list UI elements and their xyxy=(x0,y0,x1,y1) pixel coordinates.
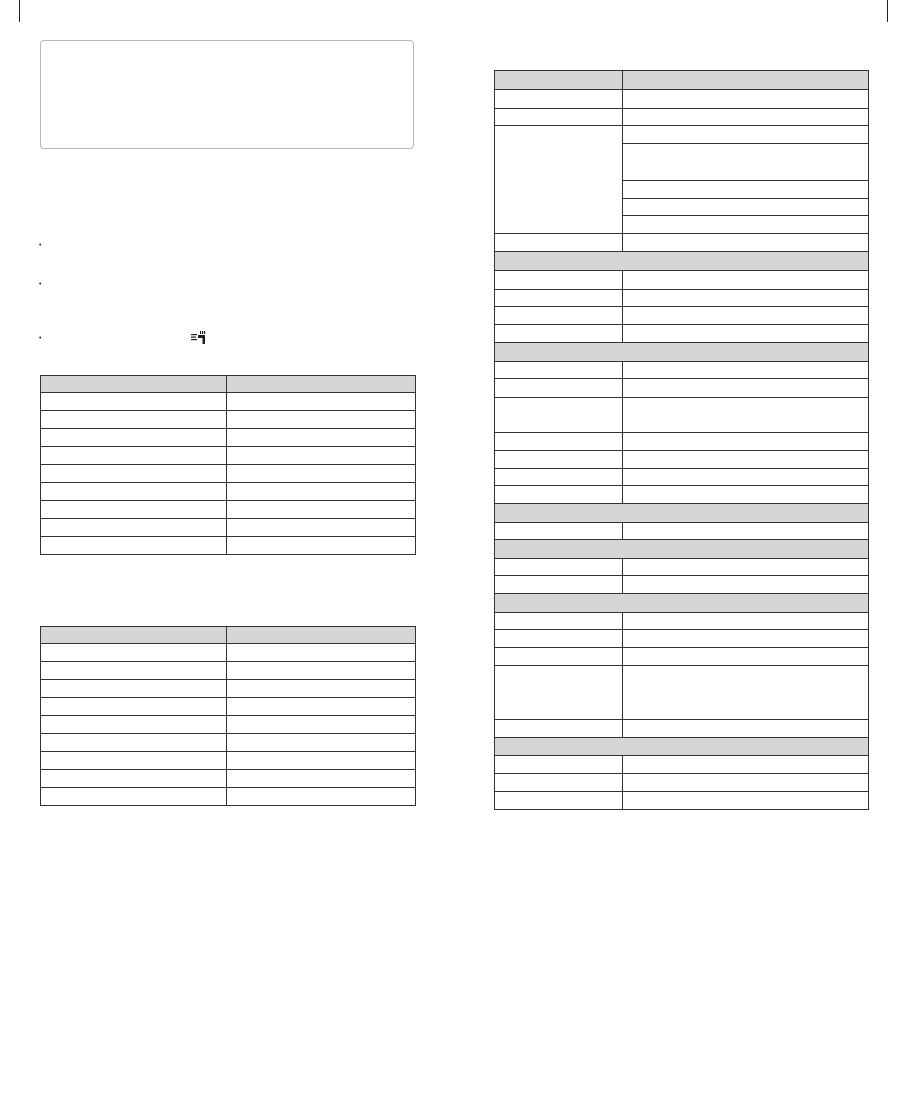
table-row xyxy=(495,666,869,720)
note-box xyxy=(40,40,414,149)
table-cell xyxy=(623,181,869,199)
table-section-row xyxy=(495,594,869,613)
table-row xyxy=(41,537,416,555)
table-section-header xyxy=(495,540,869,559)
table-row xyxy=(495,486,869,504)
table-cell xyxy=(623,325,869,343)
table-cell xyxy=(227,411,416,429)
table-header-cell xyxy=(227,376,416,393)
table-row xyxy=(41,644,416,662)
table-section-row xyxy=(495,738,869,756)
table-cell xyxy=(623,234,869,252)
table-row xyxy=(495,379,869,398)
table-cell xyxy=(41,788,227,806)
table-row xyxy=(495,792,869,810)
table-cell xyxy=(495,290,623,307)
table-cell xyxy=(495,792,623,810)
table-row xyxy=(41,752,416,770)
table-row xyxy=(495,720,869,738)
table-cell xyxy=(623,559,869,576)
table-section-row xyxy=(495,252,869,271)
table-header-row xyxy=(41,376,416,393)
table-cell xyxy=(623,523,869,540)
table-row xyxy=(495,126,869,144)
table-cell xyxy=(623,613,869,630)
table-cell xyxy=(623,630,869,648)
table-cell xyxy=(41,662,227,680)
table-cell xyxy=(495,234,623,252)
table-row xyxy=(41,519,416,537)
table-cell xyxy=(495,271,623,290)
table-cell xyxy=(41,501,227,519)
table-cell xyxy=(41,465,227,483)
table-section-header xyxy=(495,738,869,756)
bullet-marker: • xyxy=(39,335,42,342)
spec-table-c xyxy=(494,70,869,810)
table-cell xyxy=(227,680,416,698)
table-cell xyxy=(227,447,416,465)
table-row xyxy=(495,469,869,486)
table-cell xyxy=(227,716,416,734)
table-cell xyxy=(227,429,416,447)
table-header-cell xyxy=(623,71,869,90)
table-row xyxy=(495,307,869,325)
table-row xyxy=(41,716,416,734)
table-cell xyxy=(623,433,869,451)
table-section-row xyxy=(495,343,869,362)
table-row xyxy=(41,429,416,447)
table-row xyxy=(495,325,869,343)
table-cell xyxy=(495,756,623,774)
rain-shower-icon xyxy=(191,331,207,344)
table-row xyxy=(495,523,869,540)
table-cell xyxy=(41,644,227,662)
table-cell xyxy=(495,325,623,343)
table-row xyxy=(41,411,416,429)
table-cell xyxy=(227,465,416,483)
table-cell xyxy=(623,362,869,379)
table-cell xyxy=(227,734,416,752)
table-row xyxy=(41,734,416,752)
crop-mark-left xyxy=(19,0,20,22)
table-row xyxy=(495,398,869,433)
table-row xyxy=(495,90,869,109)
table-row xyxy=(495,271,869,290)
table-cell xyxy=(41,447,227,465)
table-cell xyxy=(623,469,869,486)
table-cell xyxy=(495,307,623,325)
table-row xyxy=(495,559,869,576)
table-row xyxy=(41,483,416,501)
table-row xyxy=(495,109,869,126)
table-row xyxy=(495,433,869,451)
table-row xyxy=(495,613,869,630)
table-cell xyxy=(495,433,623,451)
table-cell xyxy=(623,648,869,666)
bullet-marker: • xyxy=(39,281,42,288)
table-cell xyxy=(623,398,869,433)
table-row xyxy=(495,362,869,379)
spec-table-b xyxy=(40,626,416,806)
table-row xyxy=(495,648,869,666)
table-row xyxy=(495,451,869,469)
table-cell xyxy=(227,698,416,716)
table-row xyxy=(41,662,416,680)
table-cell xyxy=(623,90,869,109)
table-header-cell xyxy=(495,71,623,90)
table-row xyxy=(41,680,416,698)
table-cell xyxy=(623,666,869,720)
table-cell xyxy=(623,199,869,216)
table-cell xyxy=(41,734,227,752)
table-cell xyxy=(227,483,416,501)
table-cell xyxy=(227,752,416,770)
table-cell xyxy=(495,451,623,469)
table-cell xyxy=(227,788,416,806)
table-cell xyxy=(227,770,416,788)
table-row xyxy=(495,234,869,252)
table-cell xyxy=(623,792,869,810)
table-cell xyxy=(495,90,623,109)
table-row xyxy=(41,770,416,788)
table-cell xyxy=(623,486,869,504)
table-cell xyxy=(623,290,869,307)
table-cell xyxy=(41,716,227,734)
table-cell xyxy=(495,666,623,720)
table-cell xyxy=(623,109,869,126)
table-row xyxy=(495,756,869,774)
table-cell xyxy=(623,756,869,774)
table-row xyxy=(41,393,416,411)
table-cell xyxy=(495,109,623,126)
table-section-row xyxy=(495,504,869,523)
table-section-header xyxy=(495,504,869,523)
table-section-header xyxy=(495,343,869,362)
table-section-row xyxy=(495,540,869,559)
table-cell xyxy=(623,271,869,290)
table-cell xyxy=(623,307,869,325)
table-cell xyxy=(623,774,869,792)
table-section-header xyxy=(495,594,869,613)
table-cell xyxy=(495,630,623,648)
crop-mark-right xyxy=(887,0,888,22)
table-row xyxy=(41,501,416,519)
table-section-header xyxy=(495,252,869,271)
table-cell xyxy=(41,429,227,447)
table-cell xyxy=(623,576,869,594)
table-cell xyxy=(41,752,227,770)
table-row xyxy=(41,788,416,806)
table-row xyxy=(495,576,869,594)
table-row xyxy=(495,630,869,648)
table-cell xyxy=(227,501,416,519)
table-cell xyxy=(623,720,869,738)
table-cell xyxy=(495,469,623,486)
table-row xyxy=(41,698,416,716)
table-row xyxy=(41,465,416,483)
table-cell xyxy=(41,483,227,501)
table-cell xyxy=(41,411,227,429)
table-cell xyxy=(41,537,227,555)
table-cell xyxy=(41,393,227,411)
table-cell xyxy=(41,519,227,537)
table-row xyxy=(495,290,869,307)
table-header-cell xyxy=(41,627,227,644)
table-row xyxy=(41,447,416,465)
table-cell xyxy=(623,126,869,144)
table-cell xyxy=(495,362,623,379)
table-cell xyxy=(623,451,869,469)
table-cell xyxy=(227,393,416,411)
table-cell xyxy=(623,379,869,398)
table-cell xyxy=(227,644,416,662)
table-cell xyxy=(495,648,623,666)
table-cell xyxy=(41,680,227,698)
table-cell xyxy=(495,774,623,792)
table-cell xyxy=(495,576,623,594)
table-cell xyxy=(495,379,623,398)
table-cell xyxy=(495,486,623,504)
table-cell xyxy=(495,720,623,738)
table-header-row xyxy=(41,627,416,644)
table-cell xyxy=(227,662,416,680)
table-cell xyxy=(623,144,869,181)
table-cell xyxy=(495,613,623,630)
bullet-marker: • xyxy=(39,242,42,249)
table-header-cell xyxy=(41,376,227,393)
table-cell xyxy=(227,519,416,537)
table-cell xyxy=(623,216,869,234)
table-cell xyxy=(495,559,623,576)
table-cell xyxy=(495,126,623,234)
table-cell xyxy=(495,523,623,540)
table-cell xyxy=(41,770,227,788)
table-header-row xyxy=(495,71,869,90)
table-header-cell xyxy=(227,627,416,644)
table-cell xyxy=(495,398,623,433)
table-cell xyxy=(41,698,227,716)
table-row xyxy=(495,774,869,792)
spec-table-a xyxy=(40,375,416,555)
table-cell xyxy=(227,537,416,555)
